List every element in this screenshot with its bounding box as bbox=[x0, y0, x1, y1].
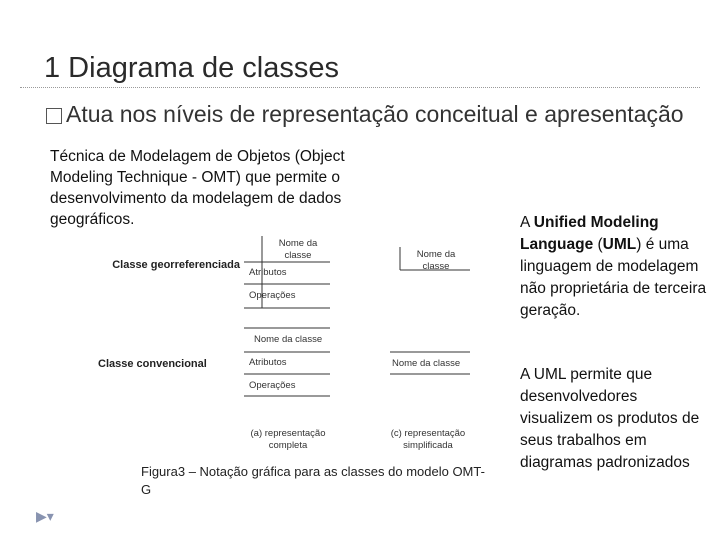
bullet-text: Atua nos níveis de representação conceitual e apresentação bbox=[66, 101, 684, 127]
row2-simplified-name: Nome da classe bbox=[392, 358, 461, 369]
row2-full-attributes: Atributos bbox=[249, 357, 287, 368]
label-c-simplified-representation: (c) representação simplificada bbox=[390, 428, 466, 451]
slide-title: 1 Diagrama de classes bbox=[44, 52, 339, 84]
row1-full-name: Nome da classe bbox=[278, 238, 318, 261]
omt-paragraph: Técnica de Modelagem de Objetos (Object Modeling Technique - OMT) que permite o desenvolvimento da modelagem de dados geográficos. bbox=[50, 148, 345, 228]
uml-definition-paragraph: A Unified Modeling Language (UML) é uma linguagem de modelagem não proprietária de terceira geração. bbox=[520, 214, 707, 319]
row2-full-operations: Operações bbox=[249, 380, 296, 391]
figure-caption: Figura3 – Notação gráfica para as classes do modelo OMT-G bbox=[141, 464, 485, 497]
row2-full-name: Nome da classe bbox=[254, 334, 323, 345]
row1-simplified-name: Nome da classe bbox=[416, 249, 456, 272]
row1-full-operations: Operações bbox=[249, 290, 296, 301]
row1-full-attributes: Atributos bbox=[249, 267, 287, 278]
label-a-full-representation: (a) representação completa bbox=[250, 428, 326, 451]
row2-class-type-label: Classe convencional bbox=[98, 358, 207, 370]
uml-purpose-paragraph: A UML permite que desenvolvedores visualizem os produtos de seus trabalhos em diagramas padronizados bbox=[520, 366, 700, 471]
menu-arrow-icon[interactable]: ▶▾ bbox=[36, 508, 54, 524]
row1-class-type-label: Classe georreferenciada bbox=[112, 259, 240, 271]
